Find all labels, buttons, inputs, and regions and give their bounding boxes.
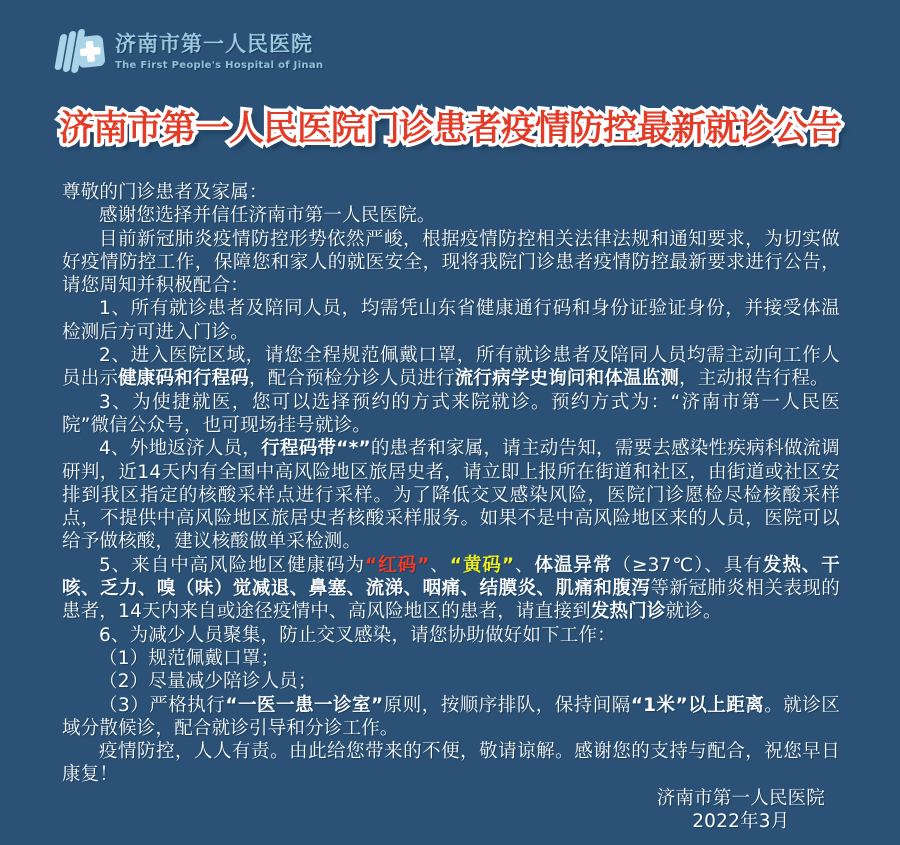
text-segment: （2）尽量减少陪诊人员； [99,671,317,693]
text-segment: 健康码和行程码 [118,368,250,390]
text-segment: 就诊。 [665,601,722,623]
hospital-name-english: The First People's Hospital of Jinan [115,59,324,71]
signature-block [657,787,825,834]
signature-date: 2022年3月 [692,811,790,833]
announcement-paragraph [62,694,840,741]
text-segment: “红码” [365,554,430,576]
text-segment: “一医一患一诊室” [225,694,384,716]
announcement-paragraph [62,344,840,391]
announcement-title: 济南市第一人民医院门诊患者疫情防控最新就诊公告 济南市第一人民医院门诊患者疫情防控最新就诊公告 [0,101,900,151]
announcement-paragraph [62,228,840,298]
text-segment: 发热、干咳、乏力、嗅（味）觉减退、鼻塞、流涕、咽痛、结膜炎、肌痛和腹泻 [62,554,840,600]
text-segment: “1米”以上距离 [630,694,765,716]
announcement-body [62,181,840,833]
text-segment: 3、为使捷就医，您可以选择预约的方式来院就诊。预约方式为：“济南市第一人民医院”微信公众号，也可现场挂号就诊。 [62,391,840,436]
hospital-name-chinese: 济南市第一人民医院 [115,32,313,57]
text-segment: （≥37℃）、具有 [612,554,763,576]
text-segment: 行程码带“*” [261,438,371,460]
announcement-paragraph [62,437,840,553]
text-segment: 感谢您选择并信任济南市第一人民医院。 [99,205,436,227]
announcement-paragraph [62,204,840,227]
text-segment: 4、外地返济人员， [99,438,262,460]
text-segment: “黄码” [449,554,515,576]
text-segment: ，配合预检分诊人员进行 [249,368,455,390]
text-segment: ，主动报告行程。 [679,368,829,390]
announcement-paragraph [62,554,840,624]
text-segment: 发热门诊 [590,601,666,623]
text-segment: 、 [514,554,535,576]
text-segment: 5、来自中高风险地区健康码为 [99,554,366,576]
hospital-cross-icon [50,26,106,78]
text-segment: 的患者和家属，请主动告知，需要去感染性疾病科做流调研判，近14天内有全国中高风险地区旅居史者，请立即上报所在街道和社区，由街道或社区安排到我区指定的核酸采样点进行采样。为了降低交叉感染风险，医院门诊愿检尽检核酸采样点，不提供中高风险地区旅居史者核酸采样服务。如果不是中高风险地区来的人员，医院可以给予做核酸，建议核酸做单采检测。 [62,438,840,553]
announcement-paragraph [62,391,840,438]
announcement-paragraph [62,297,840,344]
text-segment: 目前新冠肺炎疫情防控形势依然严峻，根据疫情防控相关法律法规和通知要求，为切实做好疫情防控工作，保障您和家人的就医安全，现将我院门诊患者疫情防控最新要求进行公告，请您周知并积极配合： [62,228,840,297]
text-segment: 流行病学史询问和体温监测 [454,368,680,390]
announcement-paragraph [62,624,840,647]
announcement-paragraph [62,647,840,670]
text-segment: 6、为减少人员聚集，防止交叉感染，请您协助做好如下工作： [99,624,616,646]
announcement-paragraph [62,740,840,787]
text-segment: 、 [429,554,450,576]
announcement-paragraph [62,670,840,693]
text-segment: （1）规范佩戴口罩； [99,647,280,669]
text-segment: 体温异常 [534,554,613,576]
text-segment: 1、所有就诊患者及陪同人员，均需凭山东省健康通行码和身份证验证身份，并接受体温检测后方可进入门诊。 [62,298,840,343]
announcement-paragraph [62,181,840,204]
text-segment: 2、进入医院区域，请您全程规范佩戴口罩，所有就诊患者及陪同人员均需主动向工作人员出示 [62,345,840,390]
hospital-logo [50,26,323,78]
text-segment: 。就诊区域分散候诊，配合就诊引导和分诊工作。 [62,694,840,739]
text-segment: 尊敬的门诊患者及家属： [62,182,268,203]
text-segment: 疫情防控，人人有责。由此给您带来的不便，敬请谅解。感谢您的支持与配合，祝您早日康复！ [62,741,840,786]
text-segment: （3）严格执行 [99,694,226,716]
signature-hospital-name: 济南市第一人民医院 [656,787,825,809]
text-segment: 原则，按顺序排队，保持间隔 [383,694,631,716]
text-segment: 等新冠肺炎相关表现的患者，14天内来自或途径疫情中、高风险地区的患者，请直接到 [62,578,840,623]
paragraph-list [62,181,840,787]
hospital-logo-text [115,33,323,70]
